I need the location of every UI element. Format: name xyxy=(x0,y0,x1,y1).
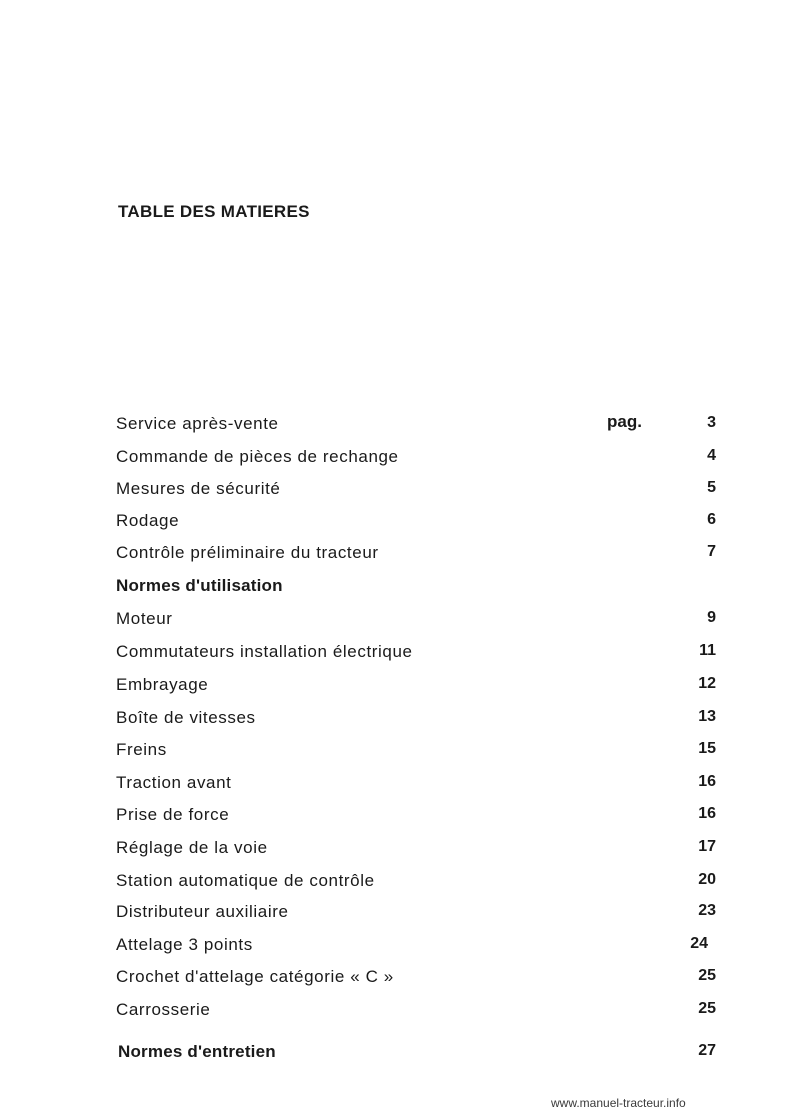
toc-entry-page: 23 xyxy=(698,902,716,919)
toc-entry-embrayage xyxy=(116,675,716,699)
page-column-label: pag. xyxy=(607,412,642,431)
toc-entry-page: 27 xyxy=(698,1042,716,1059)
toc-entry-label: Station automatique de contrôle xyxy=(116,871,375,890)
toc-entry-page: 24 xyxy=(690,935,708,952)
toc-entry-label: Commutateurs installation électrique xyxy=(116,642,413,661)
toc-entry-label: Distributeur auxiliaire xyxy=(116,902,289,921)
toc-entry-label: Mesures de sécurité xyxy=(116,479,281,498)
toc-entry-station-automatique xyxy=(116,871,716,895)
toc-entry-page: 3 xyxy=(707,414,716,431)
toc-entry-label: Traction avant xyxy=(116,773,232,792)
toc-entry-page: 16 xyxy=(698,773,716,790)
toc-entry-label: Carrosserie xyxy=(116,1000,211,1019)
toc-entry-moteur xyxy=(116,609,716,633)
toc-entry-traction-avant xyxy=(116,773,716,797)
toc-entry-freins xyxy=(116,740,716,764)
toc-section-label: Normes d'utilisation xyxy=(116,576,283,595)
toc-entry-rodage xyxy=(116,511,716,535)
toc-entry-label: Prise de force xyxy=(116,805,230,824)
toc-entry-label: Moteur xyxy=(116,609,173,628)
toc-entry-page: 16 xyxy=(698,805,716,822)
toc-entry-page: 7 xyxy=(707,543,716,560)
toc-entry-distributeur-auxiliaire xyxy=(116,902,716,926)
toc-entry-page: 11 xyxy=(699,642,716,659)
toc-entry-page: 13 xyxy=(698,708,716,725)
toc-entry-page: 20 xyxy=(698,871,716,888)
toc-entry-label: Boîte de vitesses xyxy=(116,708,256,727)
toc-entry-label: Réglage de la voie xyxy=(116,838,268,857)
toc-entry-page: 5 xyxy=(707,479,716,496)
toc-entry-label: Crochet d'attelage catégorie « C » xyxy=(116,967,394,986)
toc-entry-controle-preliminaire xyxy=(116,543,716,567)
toc-entry-page: 6 xyxy=(707,511,716,528)
toc-entry-page: 12 xyxy=(698,675,716,692)
toc-section-normes-entretien xyxy=(118,1042,716,1066)
toc-entry-prise-de-force xyxy=(116,805,716,829)
toc-entry-crochet-attelage xyxy=(116,967,716,991)
toc-entry-page: 4 xyxy=(707,447,716,464)
toc-entry-commande-pieces xyxy=(116,447,716,471)
toc-entry-boite-vitesses xyxy=(116,708,716,732)
toc-entry-page: 17 xyxy=(698,838,716,855)
toc-entry-mesures-securite xyxy=(116,479,716,503)
toc-entry-label: Commande de pièces de rechange xyxy=(116,447,399,466)
toc-entry-page: 25 xyxy=(698,967,716,984)
toc-section-normes-utilisation xyxy=(116,576,716,600)
toc-entry-label: Rodage xyxy=(116,511,180,530)
toc-entry-page: 9 xyxy=(707,609,716,626)
toc-entry-page: 25 xyxy=(698,1000,716,1017)
toc-entry-carrosserie xyxy=(116,1000,716,1024)
toc-section-label: Normes d'entretien xyxy=(118,1042,276,1061)
toc-entry-service-apres-vente xyxy=(116,414,716,438)
toc-entry-label: Service après-vente xyxy=(116,414,279,433)
page-title: TABLE DES MATIERES xyxy=(118,202,310,221)
toc-entry-reglage-voie xyxy=(116,838,716,862)
website-footer: www.manuel-tracteur.info xyxy=(551,1096,686,1110)
toc-entry-label: Contrôle préliminaire du tracteur xyxy=(116,543,379,562)
toc-entry-commutateurs xyxy=(116,642,716,666)
toc-entry-attelage-3-points xyxy=(116,935,716,959)
toc-entry-page: 15 xyxy=(698,740,716,757)
toc-entry-label: Attelage 3 points xyxy=(116,935,253,954)
toc-entry-label: Embrayage xyxy=(116,675,209,694)
toc-entry-label: Freins xyxy=(116,740,167,759)
